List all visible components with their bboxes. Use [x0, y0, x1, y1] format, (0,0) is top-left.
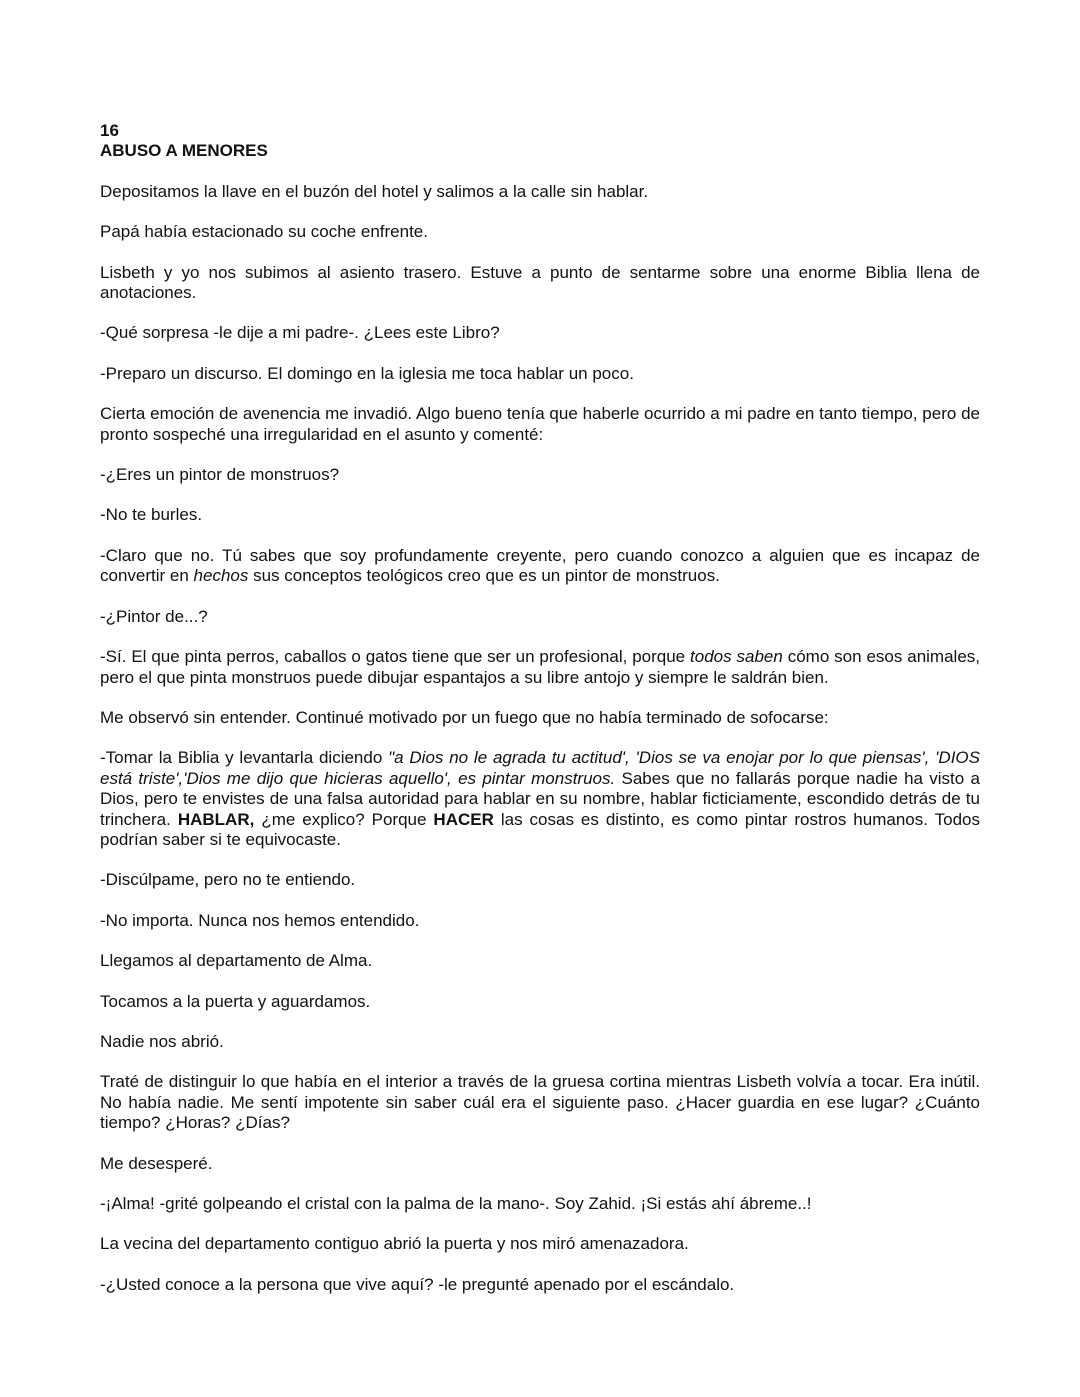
paragraph: Me desesperé. — [100, 1153, 213, 1173]
paragraph: Lisbeth y yo nos subimos al asiento trasero. Estuve a punto de sentarme sobre una enorme Biblia llena de anotaciones. — [100, 262, 980, 303]
paragraph: Cierta emoción de avenencia me invadió. Algo bueno tenía que haberle ocurrido a mi padre en tanto tiempo, pero de pronto sospeché una irregularidad en el asunto y comenté: — [100, 404, 980, 444]
text-run: Sabes que no fallarás porque nadie ha visto a Dios, pero te envistes de una falsa autoridad para hablar en su nombre, hablar ficticiamente, escondido detrás de tu trinchera. — [100, 768, 980, 829]
paragraph: -¡Alma! -grité golpeando el cristal con la palma de la mano-. Soy Zahid. ¡Si estás ahí ábreme..! — [100, 1194, 812, 1213]
emphasis-text: hechos — [193, 566, 249, 586]
emphasis-text: todos saben — [690, 647, 783, 667]
paragraph: -Discúlpame, pero no te entiendo. — [100, 870, 356, 890]
paragraph — [100, 647, 980, 688]
paragraph: -¿Usted conoce a la persona que vive aquí? -le pregunté apenado por el escándalo. — [100, 1274, 735, 1294]
paragraph: Tocamos a la puerta y aguardamos. — [100, 991, 371, 1011]
paragraph: Me observó sin entender. Continué motivado por un fuego que no había terminado de sofocarse: — [100, 707, 829, 727]
paragraph — [100, 748, 980, 850]
paragraph: -¿Pintor de...? — [100, 606, 208, 626]
text-run: cómo son esos animales, pero el que pinta monstruos puede dibujar espantajos a su libre antojo y siempre le saldrán bien. — [100, 647, 980, 687]
text-run: -Sí. El que pinta perros, caballos o gatos tiene que ser un profesional, porque — [100, 647, 691, 667]
paragraph: -No te burles. — [100, 505, 203, 525]
text-run: -Tomar la Biblia y levantarla diciendo — [100, 748, 389, 768]
paragraph: -Preparo un discurso. El domingo en la iglesia me toca hablar un poco. — [100, 363, 634, 383]
paragraph: La vecina del departamento contiguo abrió la puerta y nos miró amenazadora. — [100, 1234, 689, 1254]
text-run: ¿me explico? Porque — [254, 809, 434, 829]
text-run: sus conceptos teológicos creo que es un pintor de monstruos. — [248, 566, 720, 586]
paragraph: Traté de distinguir lo que había en el interior a través de la gruesa cortina mientras Lisbeth volvía a tocar. Era inútil. No había nadie. Me sentí impotente sin saber cuál era el siguiente paso. ¿Hacer guardia en ese lugar? ¿Cuánto tiempo? ¿Horas? ¿Días? — [100, 1072, 980, 1133]
text-run: las cosas es distinto, es como pintar rostros humanos. Todos podrían saber si te equivocaste. — [100, 809, 980, 849]
paragraph: Papá había estacionado su coche enfrente. — [100, 222, 428, 242]
paragraph: Llegamos al departamento de Alma. — [100, 951, 373, 971]
paragraph: Nadie nos abrió. — [100, 1031, 224, 1051]
paragraph: -¿Eres un pintor de monstruos? — [100, 465, 340, 485]
chapter-title: ABUSO A MENORES — [100, 141, 268, 161]
paragraph: -Qué sorpresa -le dije a mi padre-. ¿Lees este Libro? — [100, 323, 500, 343]
document-page — [100, 121, 980, 1315]
emphasis-text: "a Dios no le agrada tu actitud', 'Dios se va enojar por lo que piensas', 'DIOS está triste','Dios me dijo que hicieras aquello', es pintar monstruos. — [100, 748, 980, 788]
bold-text: HABLAR, — [177, 809, 255, 829]
paragraph: -No importa. Nunca nos hemos entendido. — [100, 910, 420, 930]
paragraph: Depositamos la llave en el buzón del hotel y salimos a la calle sin hablar. — [100, 181, 649, 201]
chapter-number: 16 — [100, 121, 119, 140]
text-run: -Claro que no. Tú sabes que soy profundamente creyente, pero cuando conozco a alguien que es incapaz de convertir en — [100, 545, 980, 586]
bold-text: HACER — [433, 809, 494, 829]
paragraph — [100, 546, 980, 587]
